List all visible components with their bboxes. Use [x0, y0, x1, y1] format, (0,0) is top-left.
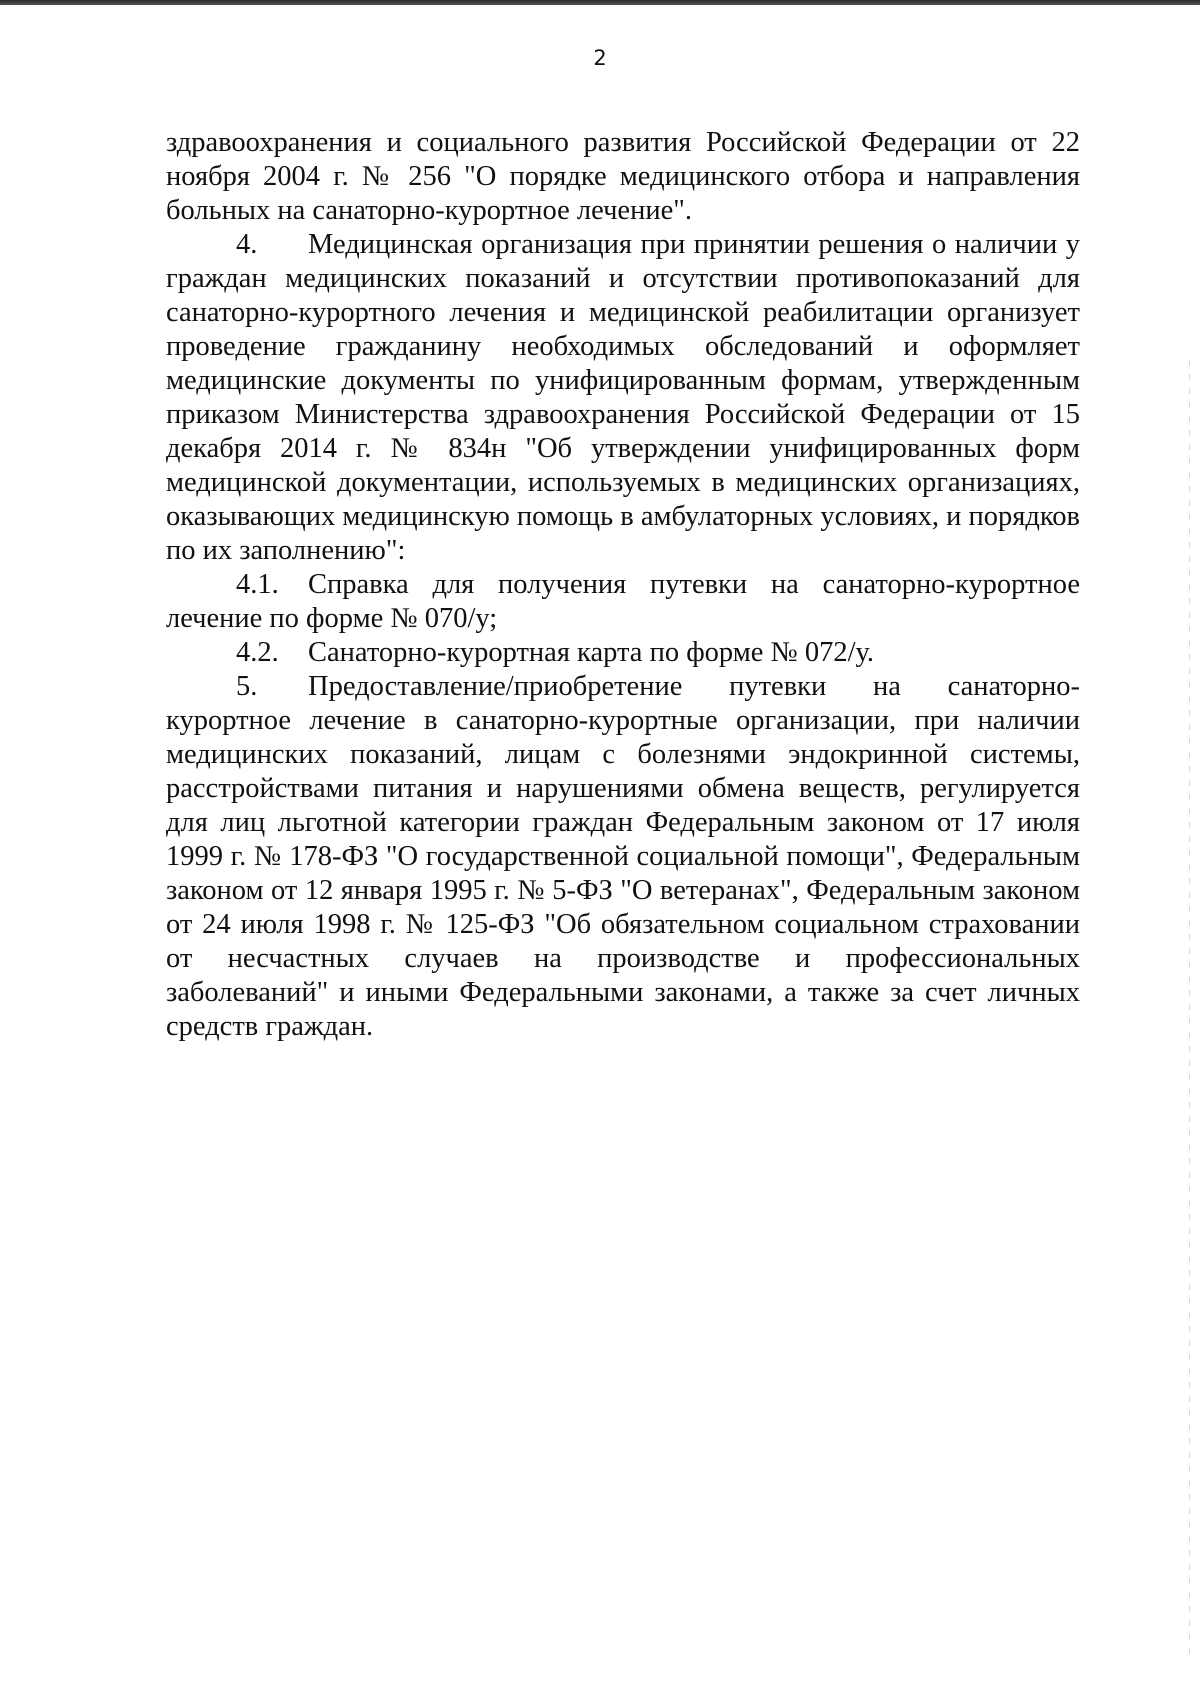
paragraph-4-1	[166, 568, 1080, 636]
paragraph-4-2	[166, 636, 1080, 670]
paragraph-text: Санаторно-курортная карта по форме № 072/у.	[308, 637, 875, 668]
scan-right-edge-artifact	[1189, 360, 1190, 1660]
paragraph-text: здравоохранения и социального развития Российской Федерации от 22 ноября 2004 г. № 256 "О порядке медицинского отбора и направления больных на санаторно-курортное лечение".	[166, 127, 1080, 226]
paragraph-text: Медицинская организация при принятии решения о наличии у граждан медицинских показаний и отсутствии противопоказаний для санаторно-курортного лечения и медицинской реабилитации организует проведение гражданину необходимых обследований и оформляет медицинские документы по унифицированным формам, утвержденным приказом Министерства здравоохранения Российской Федерации от 15 декабря 2014 г. № 834н "Об утверждении унифицированных форм медицинской документации, используемых в медицинских организациях, оказывающих медицинскую помощь в амбулаторных условиях, и порядков по их заполнению":	[166, 229, 1080, 566]
paragraph-continuation	[166, 126, 1080, 228]
scan-top-edge	[0, 0, 1200, 5]
paragraph-number: 4.	[236, 229, 258, 260]
paragraph-number: 4.1.	[236, 569, 279, 600]
page-number: 2	[593, 46, 607, 70]
paragraph-number: 4.2.	[236, 637, 279, 668]
paragraph-4	[166, 228, 1080, 568]
paragraph-text: Предоставление/приобретение путевки на санаторно-курортное лечение в санаторно-курортные организации, при наличии медицинских показаний, лицам с болезнями эндокринной системы, расстройствами питания и нарушениями обмена веществ, регулируется для лиц льготной категории граждан Федеральным законом от 17 июля 1999 г. № 178-ФЗ "О государственной социальной помощи", Федеральным законом от 12 января 1995 г. № 5-ФЗ "О ветеранах", Федеральным законом от 24 июля 1998 г. № 125-ФЗ "Об обязательном социальном страховании от несчастных случаев на производстве и профессиональных заболеваний" и иными Федеральными законами, а также за счет личных средств граждан.	[166, 671, 1080, 1042]
paragraph-text: Справка для получения путевки на санаторно-курортное лечение по форме № 070/у;	[166, 569, 1080, 634]
paragraph-5	[166, 670, 1080, 1044]
document-body	[166, 126, 1080, 1044]
paragraph-number: 5.	[236, 671, 258, 702]
